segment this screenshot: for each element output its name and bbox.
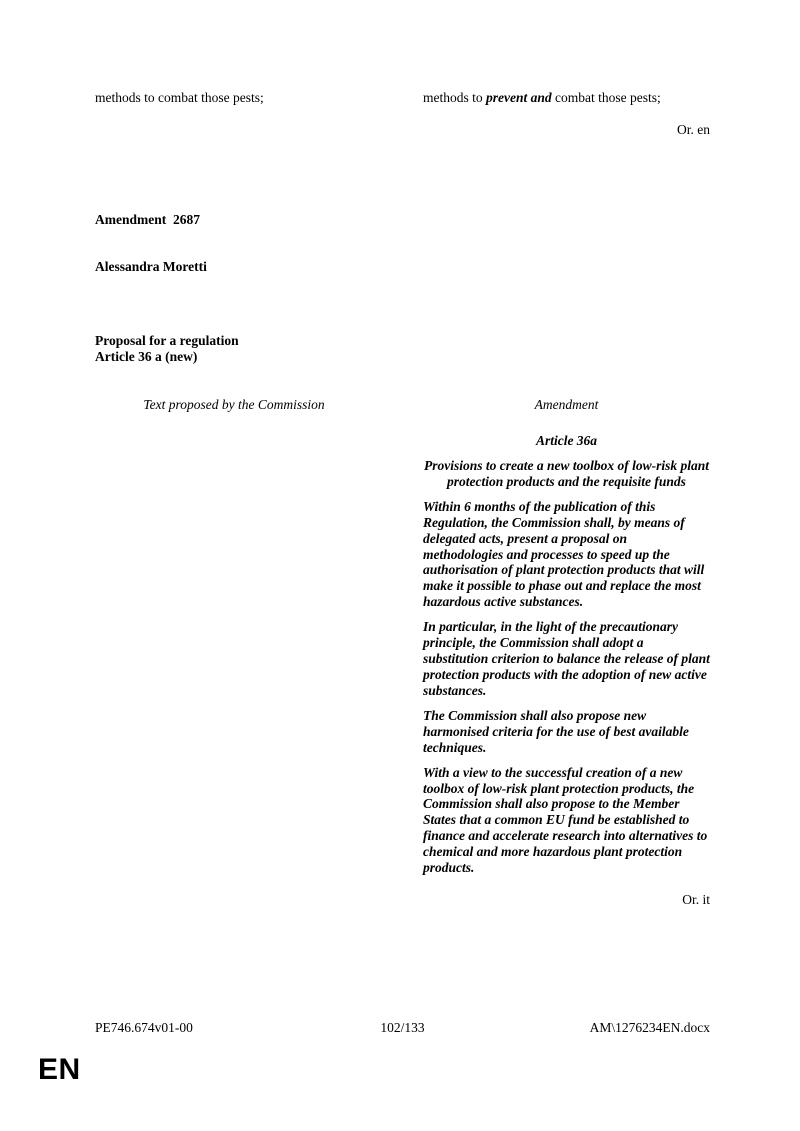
right-column-header: Amendment bbox=[534, 397, 599, 413]
amendment-number: Amendment 2687 bbox=[95, 211, 200, 227]
amendment-paragraph-4: With a view to the successful creation of a new toolbox of low-risk plant protection products, the Commission shall also propose to the Member States that a common EU fund be established to finance and accelerate research into alternatives to chemical and more hazardous plant protection products. bbox=[423, 764, 708, 876]
amendment-text-suffix: combat those pests; bbox=[551, 90, 661, 105]
page-footer bbox=[95, 1020, 710, 1038]
amendment-text bbox=[423, 90, 710, 106]
footer-page-number: 102/133 bbox=[380, 1020, 425, 1035]
column-headers bbox=[95, 397, 710, 413]
comparison-body bbox=[95, 433, 710, 876]
amendment-paragraph-2: In particular, in the light of the precautionary principle, the Commission shall adopt a substitution criterion to balance the release of plant protection products with the adoption of new active substances. bbox=[423, 619, 710, 698]
amendment-column-body bbox=[423, 433, 710, 876]
article-title: Provisions to create a new toolbox of low-risk plant protection products and the requisite funds bbox=[423, 457, 709, 489]
commission-column-body bbox=[95, 433, 373, 876]
document-content bbox=[95, 90, 710, 908]
amendment-author: Alessandra Moretti bbox=[95, 259, 207, 275]
amendment-text-emphasis: prevent and bbox=[486, 90, 552, 105]
amendment-paragraph-3: The Commission shall also propose new harmonised criteria for the use of best available techniques. bbox=[423, 707, 689, 755]
footer-docname: AM\1276234EN.docx bbox=[589, 1020, 710, 1035]
origin-language-en: Or. en bbox=[677, 121, 710, 137]
left-column-header: Text proposed by the Commission bbox=[143, 397, 325, 413]
amendment-paragraph-1: Within 6 months of the publication of this Regulation, the Commission shall, by means of delegated acts, present a proposal on methodologies and processes to speed up the authorisation of plant protection products that will make it possible to phase out and replace the most hazardous active substances. bbox=[423, 498, 705, 610]
proposal-line2: Article 36 a (new) bbox=[95, 349, 198, 365]
amendment-header bbox=[95, 180, 710, 307]
commission-column-top bbox=[95, 90, 373, 106]
amendment-text-prefix: methods to bbox=[423, 90, 486, 105]
comparison-top bbox=[95, 90, 710, 106]
origin-language-it: Or. it bbox=[682, 892, 710, 908]
language-badge: EN bbox=[38, 1053, 81, 1086]
footer-reference: PE746.674v01-00 bbox=[95, 1020, 193, 1035]
proposal-heading bbox=[95, 333, 710, 365]
commission-text: methods to combat those pests; bbox=[95, 90, 264, 105]
article-number: Article 36a bbox=[535, 432, 598, 448]
proposal-line1: Proposal for a regulation bbox=[95, 333, 239, 349]
amendment-column-top bbox=[423, 90, 710, 106]
